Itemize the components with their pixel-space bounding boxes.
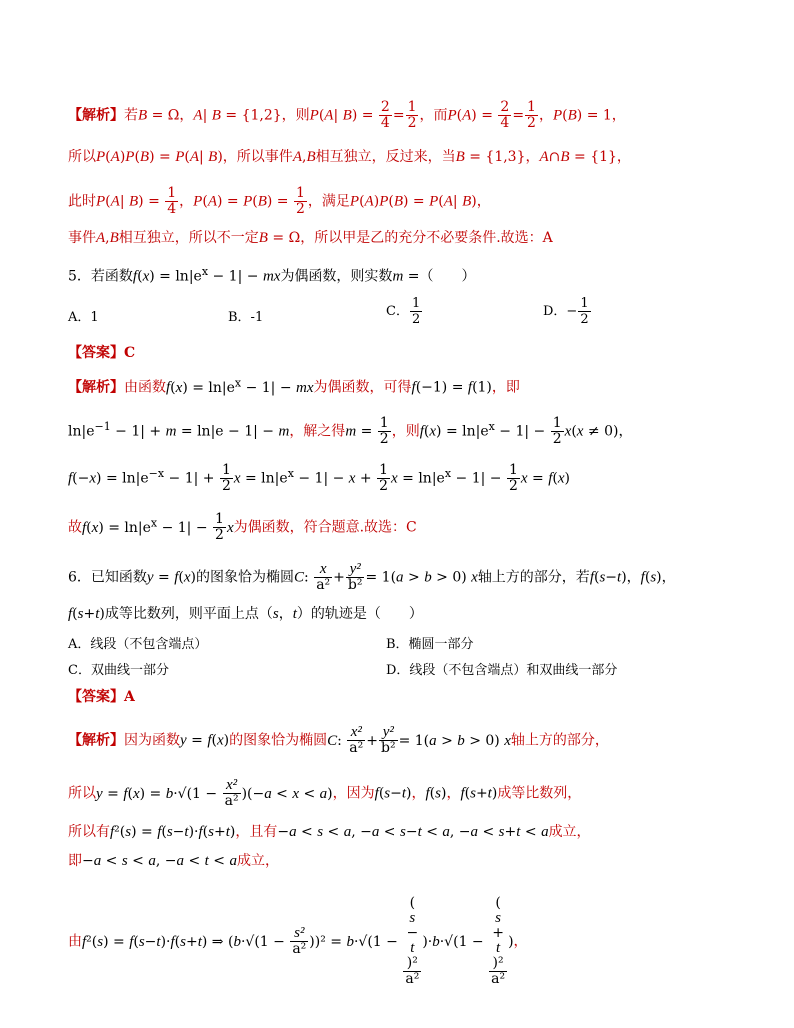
q4-analysis-line3: 此时P(A| B) = $\frac{1}{4}$ ，P(A) = P(B) = $\frac{1}{2}$ ，满足P(A)P(B) = P(A| B)， <box>68 185 491 217</box>
q6-analysis-line3: 所以有f²(s) = f(s−t)·f(s+t)，且有−a < s < a, −a < s−t < a, −a < s+t < a成立， <box>68 824 591 840</box>
q5-option-d: D．− $\frac{1}{2}$ <box>543 296 589 327</box>
q5-option-c: C． $\frac{1}{2}$ <box>386 296 421 327</box>
q6-stem-line2: f(s+t)成等比数列，则平面上点（s，t）的轨迹是（ ） <box>68 606 423 622</box>
q5-option-b: B．-1 <box>228 310 264 325</box>
q4-analysis-line4: 事件A,B相互独立，所以不一定B = Ω，所以甲是乙的充分不必要条件.故选：A <box>68 230 553 246</box>
q6-option-b: B．椭圆一部分 <box>386 637 474 652</box>
q5-analysis-line2: $\ln|e^{-1} - 1| + m = \ln|e - 1| - m$，解之得m = $\frac{1}{2}$ ，则$f(x) = \ln|e^x - 1|$ − $\frac{1}{2}$ x(x ≠ 0)， <box>68 415 633 447</box>
q4-analysis-line1: 【解析】若B = Ω，A| B = {1,2}，则P(A| B) = $\frac{2}{4}$ = $\frac{1}{2}$ ，而P(A) = $\frac{2}{4}$ = $\frac{1}{2}$ ，P(B) = 1， <box>68 99 626 131</box>
q6-option-c: C．双曲线一部分 <box>68 663 169 678</box>
q6-analysis-line5: 由f²(s) = f(s−t)·f(s+t) ⇒ (b·√(1 − $\frac{\text{s²}}{\text{a²}}$ ))² = b·√(1 − ( s − t )² a² )·b·√(1 − ( s + t )² a² )， <box>68 895 528 987</box>
q6-analysis-line4: 即−a < s < a, −a < t < a成立， <box>68 853 279 869</box>
q5-stem: 5．若函数$f(x) = \ln|e^x - 1|$ − mx为偶函数，则实数m =（ ） <box>68 265 476 285</box>
q5-analysis-line1: 【解析】由函数$f(x) = \ln|e^x - 1|$ − mx为偶函数，可得f(−1) = f(1)，即 <box>68 376 520 396</box>
q4-analysis-line2: 所以P(A)P(B) = P(A| B)，所以事件A,B相互独立，反过来，当B = {1,3}，A∩B = {1}， <box>68 149 631 165</box>
q6-option-d: D．线段（不包含端点）和双曲线一部分 <box>386 663 618 678</box>
q6-analysis-line2: 所以y = f(x) = b·√(1 − $\frac{\text{x²}}{\text{a²}}$ )(−a < x < a)，因为f(s−t)，f(s)，f(s+t)成等比数列， <box>68 777 582 809</box>
q6-stem-line1: 6．已知函数y = f(x)的图象恰为椭圆C: $\frac{x}{\text{a²}}$ + $\frac{\text{y²}}{\text{b²}}$ = 1(a > b > 0) x轴上方的部分，若f(s−t)，f(s)， <box>68 561 676 593</box>
q5-answer: 【答案】C <box>68 345 136 361</box>
q6-option-a: A．线段（不包含端点） <box>68 637 208 652</box>
q5-option-a: A．1 <box>68 310 99 325</box>
q6-answer: 【答案】A <box>68 689 135 705</box>
q6-analysis-line1: 【解析】因为函数y = f(x)的图象恰为椭圆C: $\frac{\text{x²}}{\text{a²}}$ + $\frac{\text{y²}}{\text{b²}}$ = 1(a > b > 0) x轴上方的部分， <box>68 724 609 756</box>
q5-analysis-line3: $f(-x) = \ln|e^{-x} - 1|$ + $\frac{1}{2}$ $x = \ln|e^x - 1| - x$ + $\frac{1}{2}$ $x = \ln|e^x - 1|$ − $\frac{1}{2}$ x = f(x) <box>68 462 570 494</box>
q5-analysis-line4: 故$f(x) = \ln|e^x - 1|$ − $\frac{1}{2}$ x为偶函数，符合题意.故选：C <box>68 511 417 543</box>
